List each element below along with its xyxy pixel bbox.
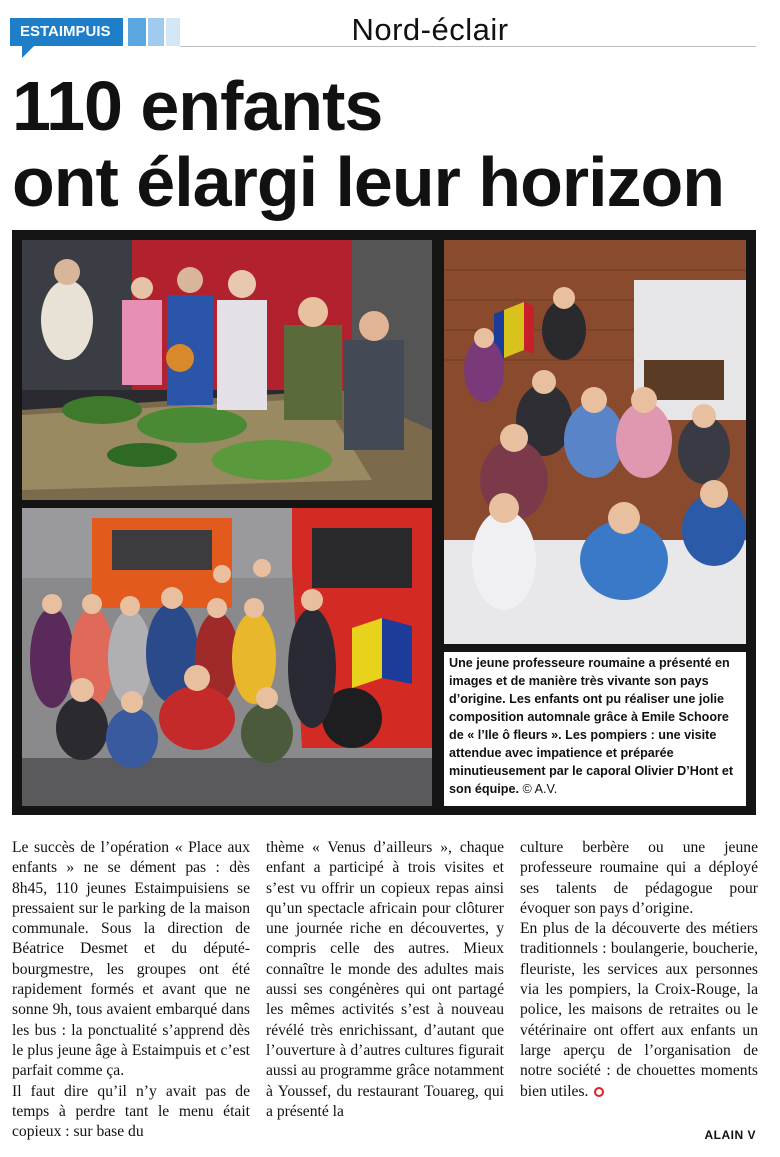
article-paragraph: [520, 919, 758, 1102]
photo-credit: © A.V.: [522, 782, 558, 796]
article-column-3: [520, 838, 758, 1102]
section-tag-label: ESTAIMPUIS: [10, 18, 123, 46]
newspaper-name: Nord-éclair: [351, 12, 509, 47]
photo-caption: [444, 652, 746, 806]
tag-fade-block: [148, 18, 164, 46]
byline: ALAIN V: [704, 1128, 756, 1142]
photo-block: [12, 230, 756, 815]
tag-fade-block: [166, 18, 180, 46]
article-paragraph: Le succès de l’opération « Place aux enfants » ne se dément pas : dès 8h45, 110 jeunes Estaimpuisiens se pressaient sur le parking de la maison communale. Sous la direction de Béatrice Desmet et du député-bourgmestre, les groupes ont été rapidement formés et avant que ne sonne 9h, tous avaient embarqué dans les bus : la ponctualité s’apprend dès le plus jeune âge à Estaimpuis et c’est parfait comme ça.: [12, 839, 250, 1080]
article-paragraph: Il faut dire qu’il n’y avait pas de temps à perdre tant le menu était copieux : sur base du: [12, 1082, 250, 1141]
photo-classroom: [444, 240, 746, 644]
article-column-1: [12, 838, 250, 1142]
headline: [12, 68, 772, 220]
tag-fade-block: [128, 18, 146, 46]
headline-line-1: 110 enfants: [12, 67, 383, 145]
article-paragraph-text: En plus de la découverte des métiers traditionnels : boulangerie, boucherie, fleuriste, les services aux personnes via les pompiers, la Croix-Rouge, la police, les maisons de retraites ou le vétérinaire ont offert aux enfants un large aperçu de l’organisation de notre société : de chouettes moments bien utiles.: [520, 920, 758, 1100]
article-column-2: [266, 838, 504, 1122]
photo-fire-brigade: [22, 508, 432, 806]
caption-text: Une jeune professeure roumaine a présenté en images et de manière très vivante son pays d’origine. Les enfants ont pu réaliser une jolie composition automnale grâce à Emile Schoore de « l’Ile ô fleurs ». Les pompiers : une visite attendue avec impatience et préparée minutieusement par le caporal Olivier D’Hont et son équipe.: [449, 656, 734, 796]
section-tag: [10, 18, 180, 48]
headline-line-2: ont élargi leur horizon: [12, 143, 725, 221]
article-paragraph: culture berbère ou une jeune professeure roumaine qui a déployé ses talents de pédagogue pour évoquer son pays d’origine.: [520, 839, 758, 917]
article-paragraph: thème « Venus d’ailleurs », chaque enfant a participé à trois visites et s’est vu offrir un copieux repas ainsi qu’un spectacle africain pour clôturer une journée riche en découvertes, y compris celle des autres. Mieux connaître le monde des adultes mais aussi ses congénères qui ont partagé les mêmes activités s’est à nouveau révélé très enrichissant, d’autant que l’ouverture à d’autres cultures figurait aussi au programme grâce notamment à Youssef, du restaurant Touareg, qui a présenté la: [266, 839, 504, 1120]
tag-tail: [22, 46, 34, 58]
photo-flower-composition: [22, 240, 432, 500]
end-mark-icon: [594, 1087, 604, 1097]
